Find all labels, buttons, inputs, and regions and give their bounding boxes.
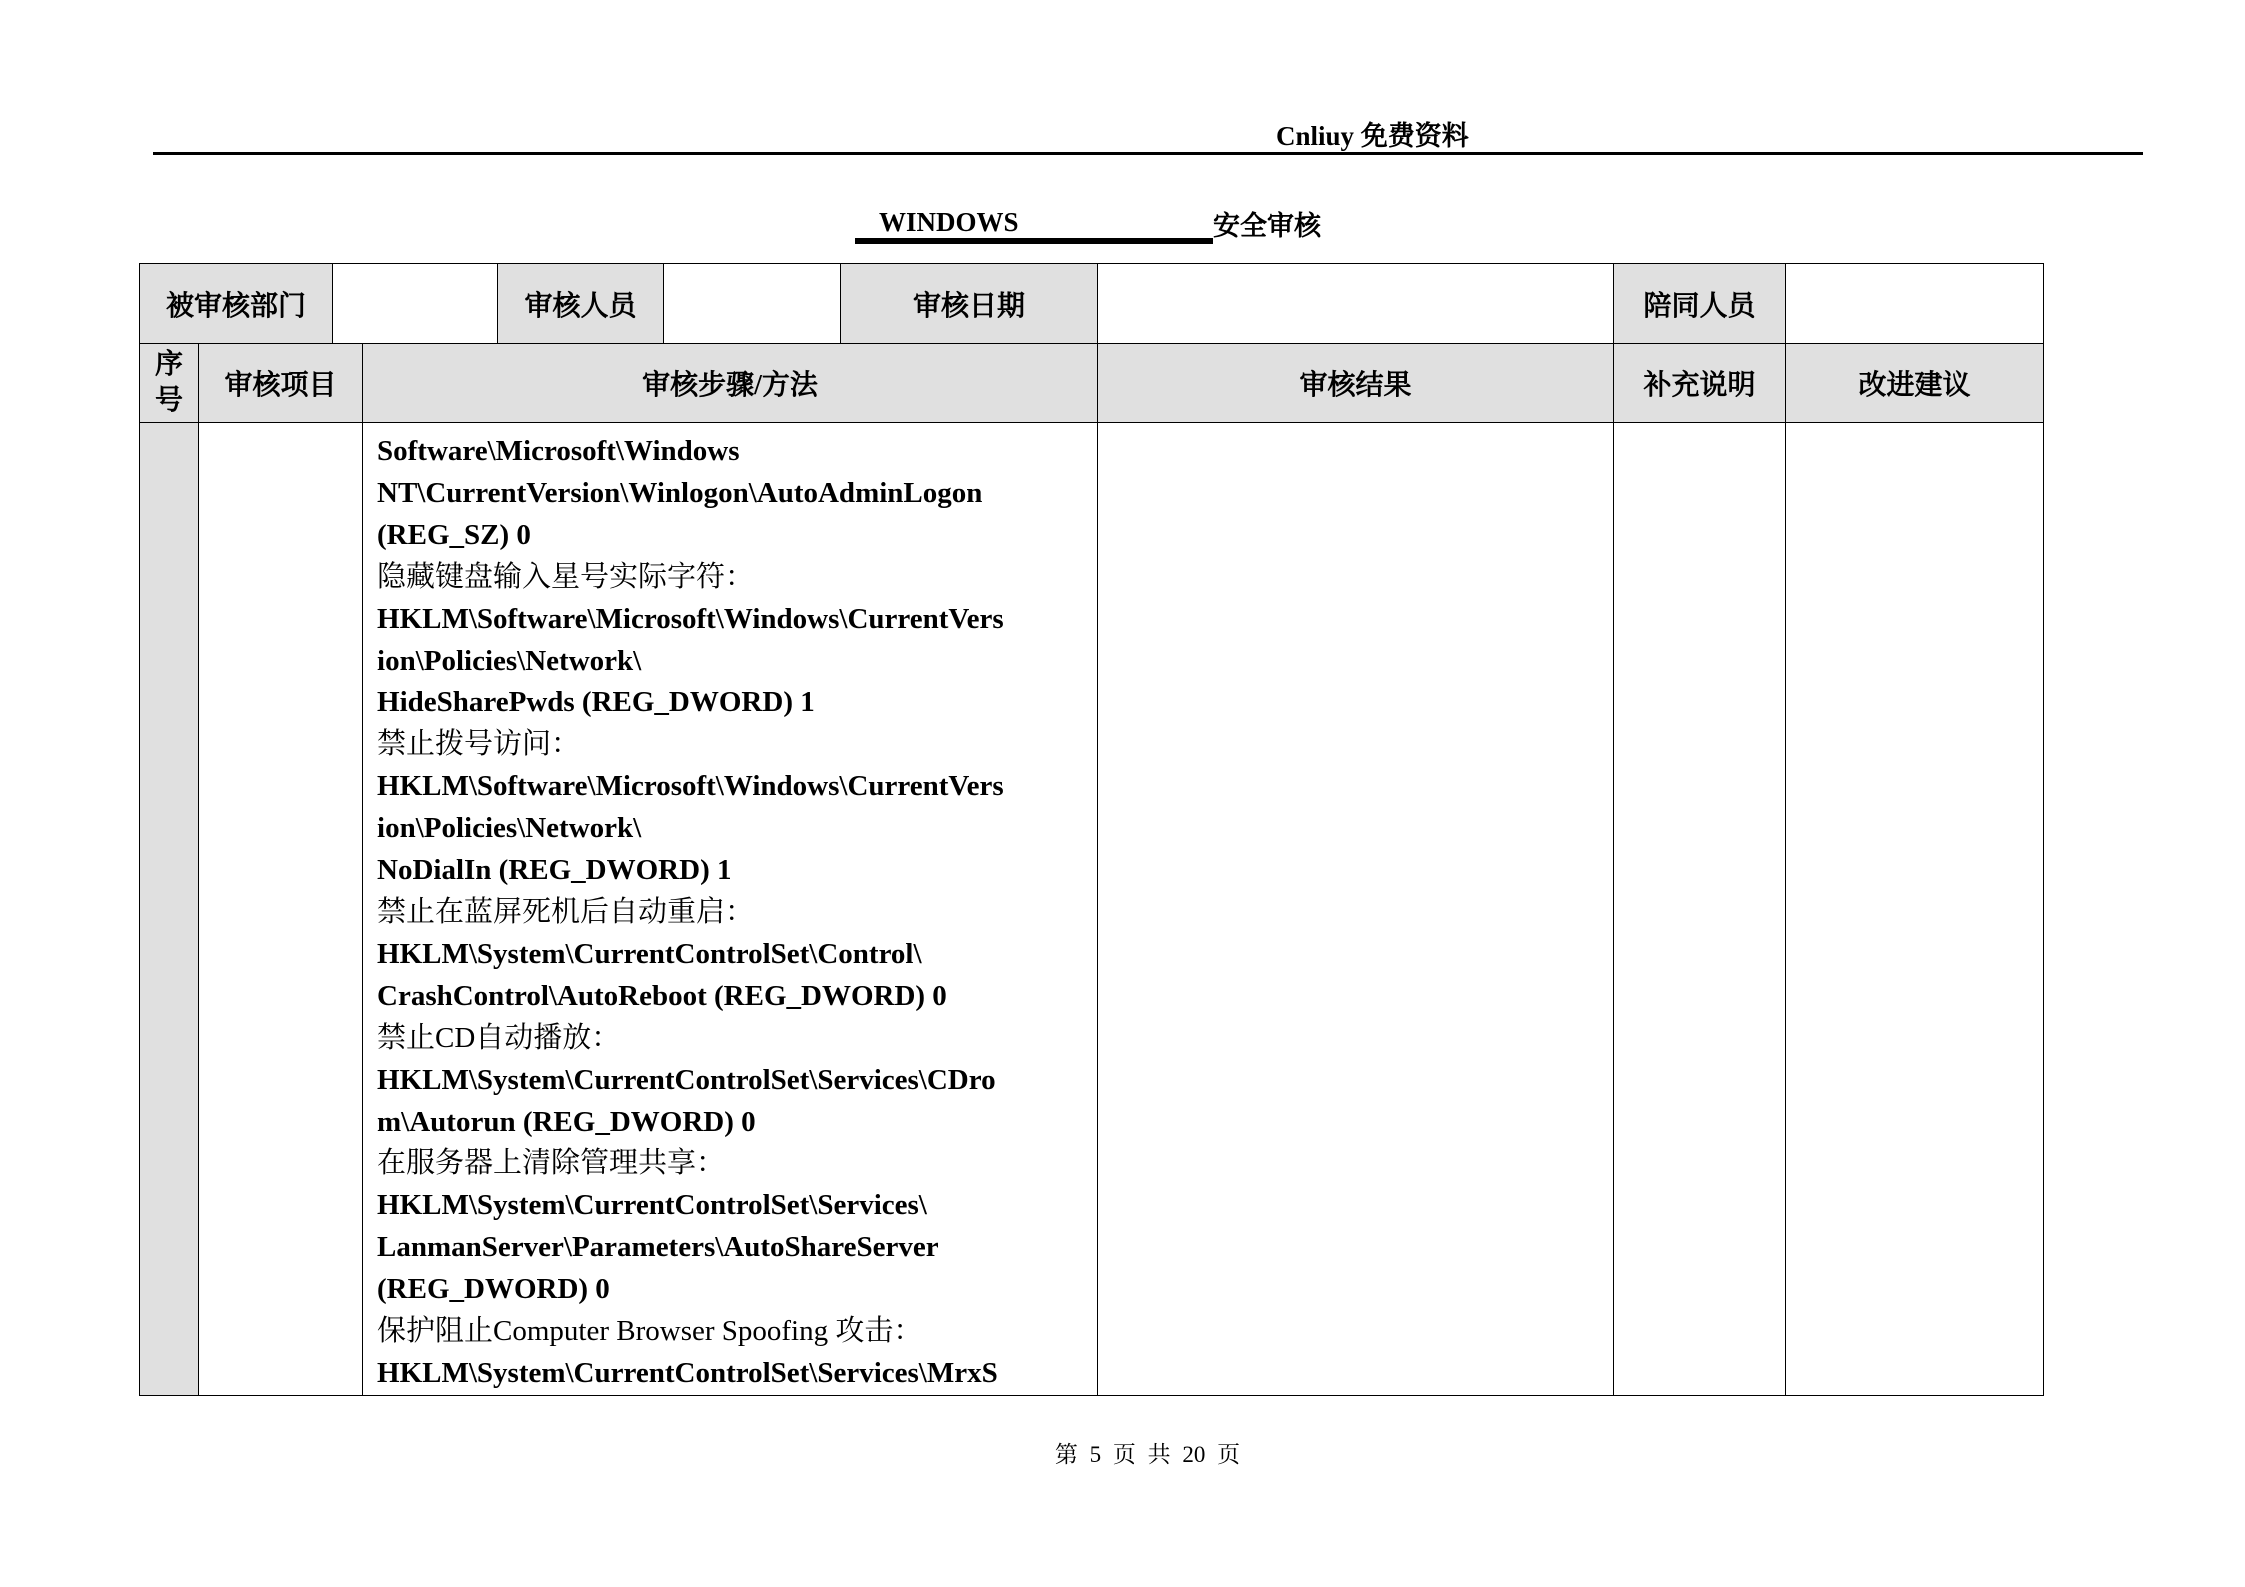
column-header-row (140, 344, 2044, 423)
method-line: HKLM\System\CurrentControlSet\Services\ (377, 1189, 927, 1222)
method-line: ion\Policies\Network\ (377, 644, 642, 677)
page-number: 第 5 页 共 20 页 (1054, 1442, 1241, 1467)
method-line: 在服务器上清除管理共享： (377, 1147, 726, 1180)
method-line: m\Autorun (REG_DWORD) 0 (377, 1105, 756, 1138)
auditor-value[interactable] (664, 264, 841, 344)
method-line: Software\Microsoft\Windows (377, 435, 740, 467)
dept-label: 被审核部门 (140, 264, 333, 344)
method-line: 禁止拨号访问： (377, 728, 581, 761)
note-cell[interactable] (1614, 423, 1786, 1396)
method-line: HKLM\System\CurrentControlSet\Services\CDro (377, 1063, 996, 1096)
method-line: 隐藏键盘输入星号实际字符： (377, 560, 755, 593)
companion-value[interactable] (1786, 264, 2044, 344)
method-line: 保护阻止Computer Browser Spoofing 攻击： (377, 1315, 923, 1348)
info-row (140, 264, 2044, 344)
audit-table (139, 263, 2044, 1396)
page-header-text: Cnliuy 免费资料 (1276, 121, 1469, 151)
col-seq: 序号 (140, 344, 199, 423)
method-line: HKLM\Software\Microsoft\Windows\CurrentVers (377, 602, 1004, 635)
method-cell (363, 423, 1098, 1396)
method-line: (REG_SZ) 0 (377, 518, 531, 551)
auditor-label: 审核人员 (498, 264, 664, 344)
col-note: 补充说明 (1614, 344, 1786, 423)
method-line: HideSharePwds (REG_DWORD) 1 (377, 686, 815, 719)
method-line: (REG_DWORD) 0 (377, 1273, 610, 1306)
method-line: CrashControl\AutoReboot (REG_DWORD) 0 (377, 979, 947, 1012)
method-line: 禁止CD自动播放： (377, 1021, 621, 1054)
dept-value[interactable] (333, 264, 498, 344)
method-line: HKLM\System\CurrentControlSet\Services\MrxS (377, 1356, 998, 1389)
col-suggestion: 改进建议 (1786, 344, 2044, 423)
method-line: HKLM\Software\Microsoft\Windows\CurrentVers (377, 770, 1004, 803)
result-cell[interactable] (1098, 423, 1614, 1396)
document-title (855, 206, 1321, 244)
date-value[interactable] (1098, 264, 1614, 344)
seq-cell (140, 423, 199, 1396)
col-method: 审核步骤/方法 (363, 344, 1098, 423)
table-row (140, 423, 2044, 1396)
method-line: 禁止在蓝屏死机后自动重启： (377, 895, 755, 928)
date-label: 审核日期 (841, 264, 1098, 344)
col-result: 审核结果 (1098, 344, 1614, 423)
method-line: NT\CurrentVersion\Winlogon\AutoAdminLogon (377, 476, 983, 509)
method-line: LanmanServer\Parameters\AutoShareServer (377, 1231, 939, 1264)
companion-label: 陪同人员 (1614, 264, 1786, 344)
method-line: HKLM\System\CurrentControlSet\Control\ (377, 937, 922, 970)
method-line: ion\Policies\Network\ (377, 812, 642, 845)
suggestion-cell[interactable] (1786, 423, 2044, 1396)
method-line: NoDialIn (REG_DWORD) 1 (377, 854, 732, 887)
header-divider (153, 152, 2143, 155)
title-suffix: 安全审核 (1213, 211, 1321, 241)
title-prefix: WINDOWS (855, 206, 1213, 244)
item-cell (199, 423, 363, 1396)
col-item: 审核项目 (199, 344, 363, 423)
